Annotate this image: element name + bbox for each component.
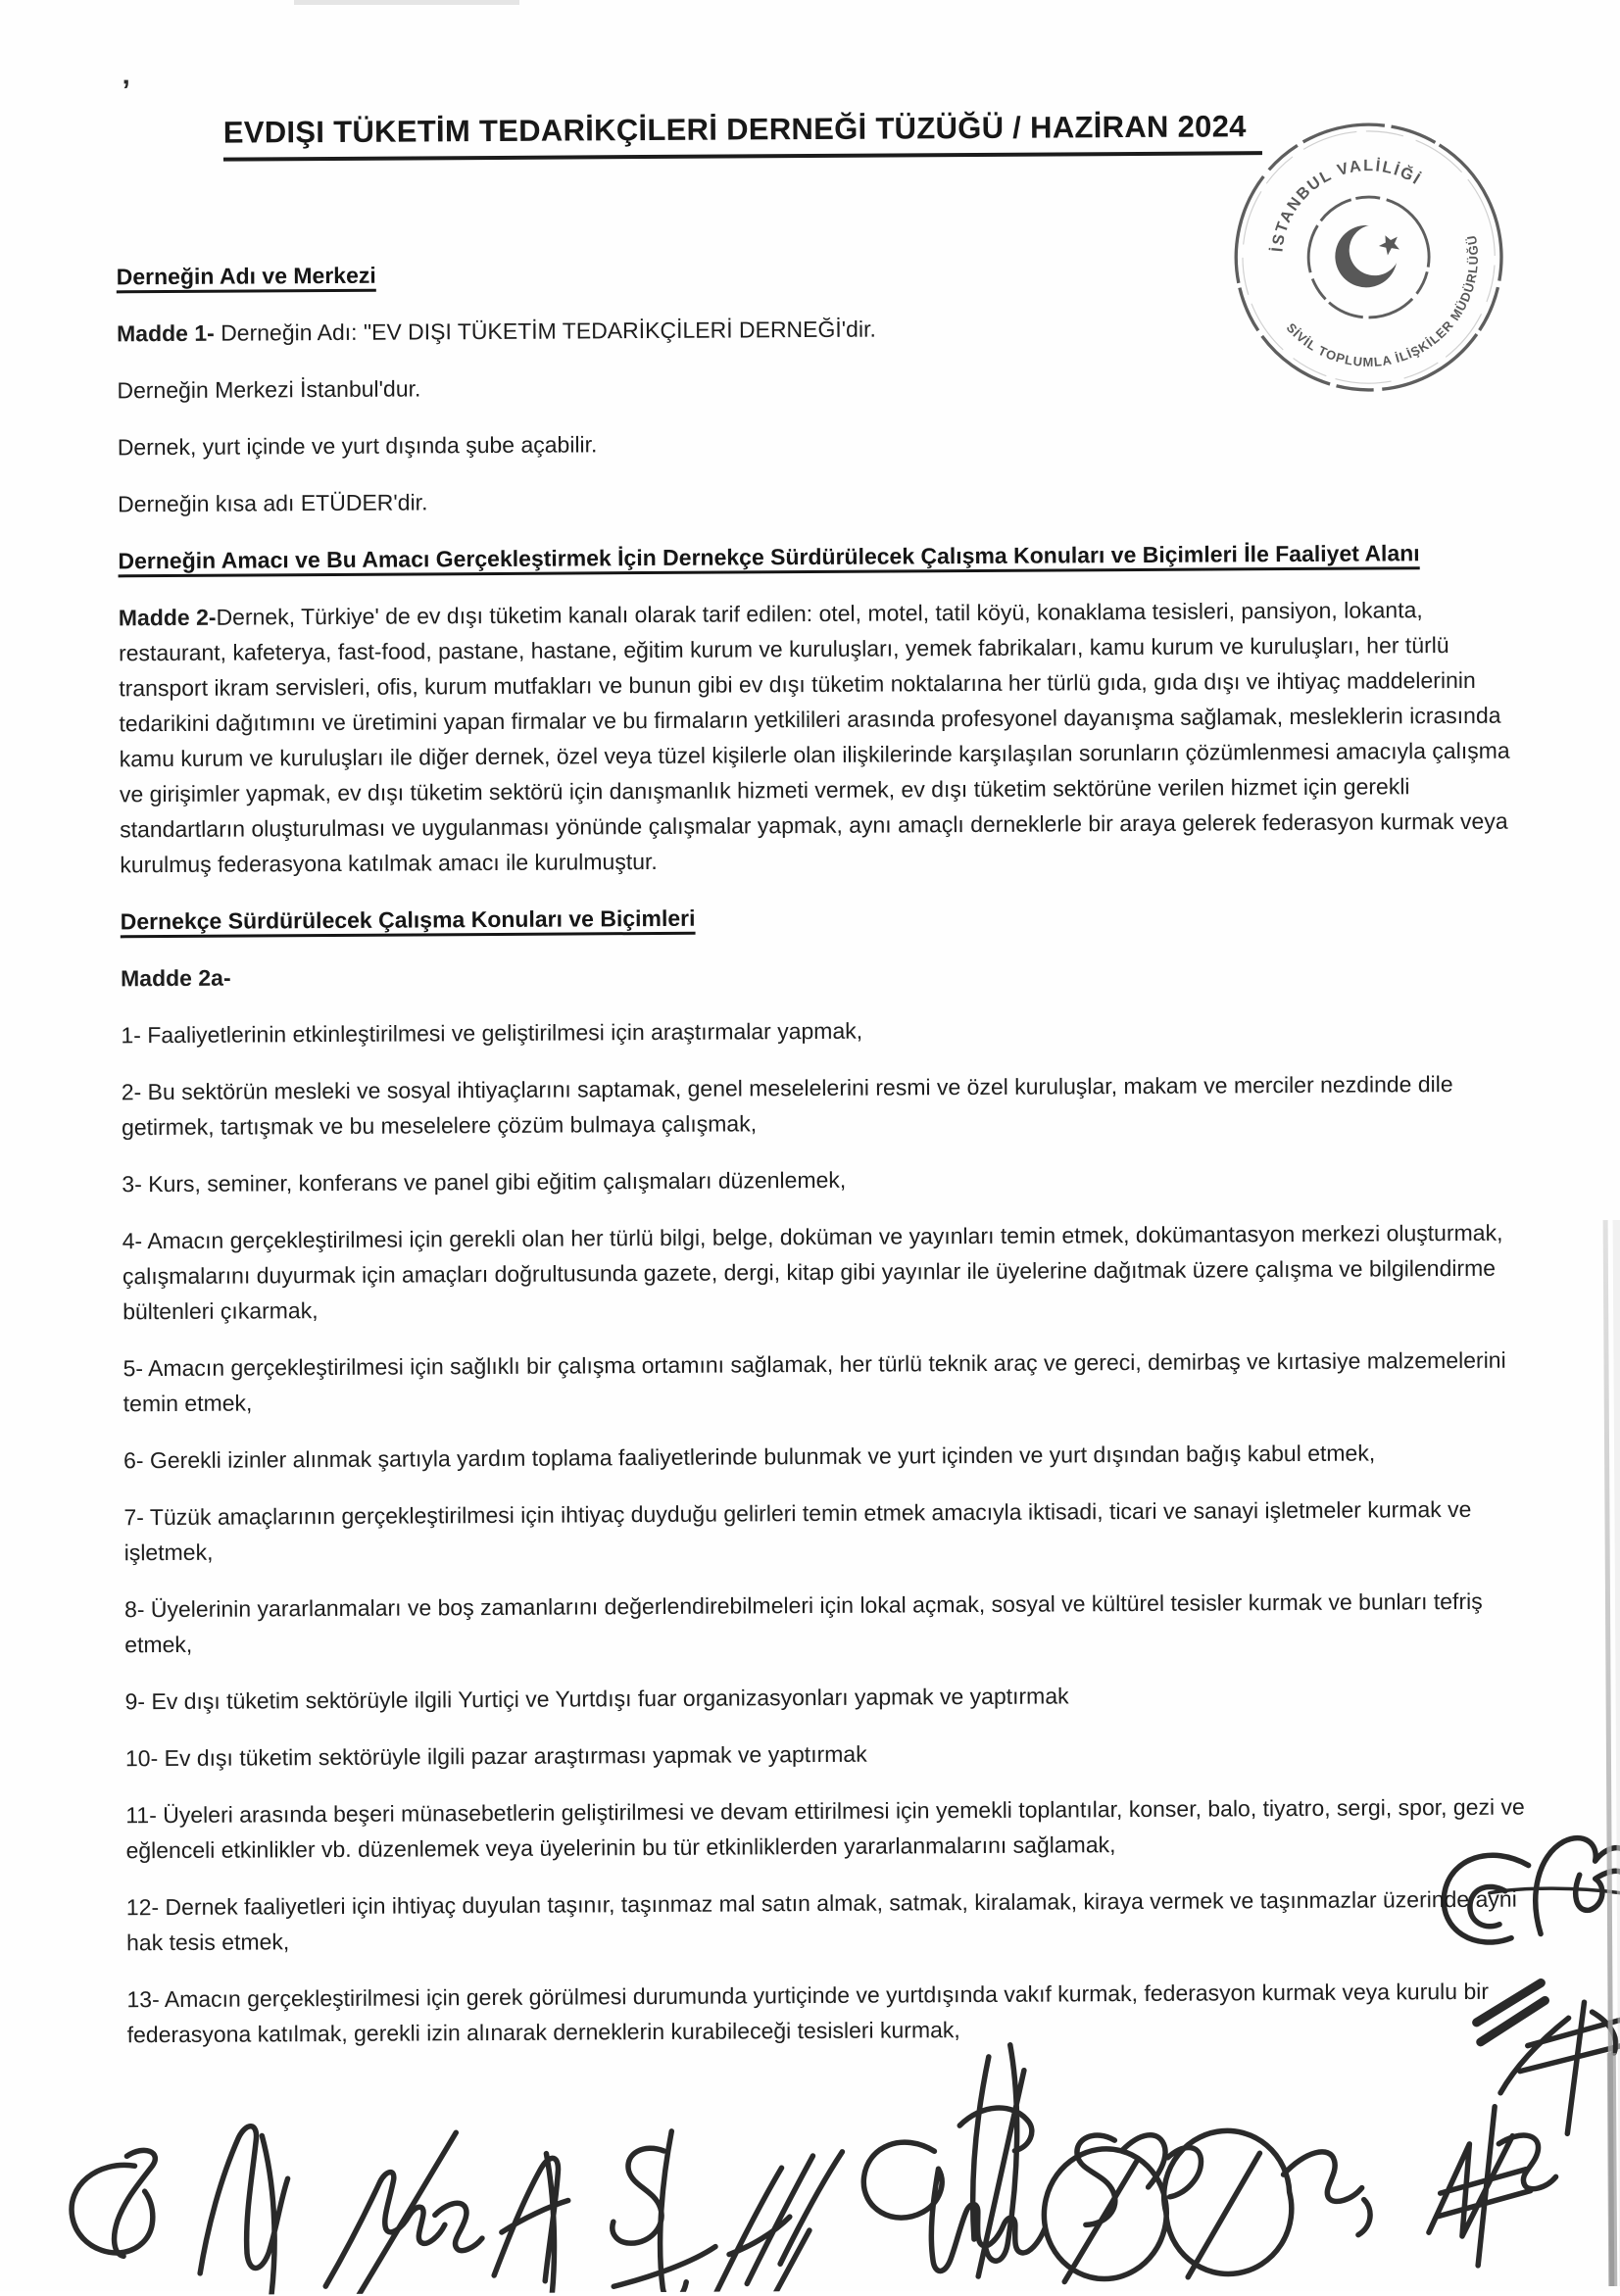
list-item-2: 2- Bu sektörün mesleki ve sosyal ihtiyaçlarını saptamak, genel meselelerini resmi ve özel kuruluşlar, makam ve merciler nezdinde dile getirmek, tartışmak ve bu meselelere çözüm bulmaya çalışmak,: [121, 1071, 1453, 1141]
scan-edge-line-light: [1613, 1220, 1620, 2286]
list-item-12: 12- Dernek faaliyetleri için ihtiyaç duyulan taşınır, taşınmaz mal satın almak, satmak, kiralamak, kiraya vermek ve taşınmazlar üzerinde ayni hak tesis etmek,: [125, 1885, 1517, 1956]
list-item-10: 10- Ev dışı tüketim sektörüyle ilgili pazar araştırması yapmak ve yaptırmak: [124, 1740, 867, 1772]
signature-4: [493, 2154, 568, 2296]
madde-1-label: Madde 1-: [116, 319, 215, 347]
stamp-outer-ring-textpath: SİVİL TOPLUMLA İLİŞKİLER MÜDÜRLÜĞÜ: [1283, 233, 1482, 369]
signature-2: [199, 2126, 288, 2296]
list-item-5: 5- Amacın gerçekleştirilmesi için sağlıklı bir çalışma ortamını sağlamak, her türlü teknik araç ve gereci, demirbaş ve kırtasiye malzemelerini temin etmek,: [123, 1346, 1506, 1417]
scan-edge-line: [1603, 1220, 1615, 2286]
paragraph-sube: Dernek, yurt içinde ve yurt dışında şube açabilir.: [117, 431, 598, 461]
signature-7: [863, 2141, 1045, 2272]
signature-1: [72, 2150, 156, 2256]
document-title: EVDIŞI TÜKETİM TEDARİKÇİLERİ DERNEĞİ TÜZÜĞÜ / HAZİRAN 2024: [223, 109, 1262, 161]
signature-9: [1044, 2130, 1371, 2282]
stray-pen-mark: ’: [122, 74, 130, 108]
section-heading-name-merkez: Derneğin Adı ve Merkezi: [116, 262, 376, 290]
list-item-8: 8- Üyelerinin yararlanmaları ve boş zamanlarını değerlendirebilmeleri için lokal açmak, sosyal ve kültürel tesisler kurmak ve bunları tefriş etmek,: [123, 1588, 1483, 1658]
madde-2-label: Madde 2-: [118, 604, 217, 631]
official-stamp: [1227, 116, 1511, 400]
signature-6: [712, 2152, 843, 2296]
margin-paraph-curl: [1535, 1837, 1620, 1933]
list-item-7: 7- Tüzük amaçlarının gerçekleştirilmesi için ihtiyaç duyduğu gelirleri temin etmek amacıyla iktisadi, ticari ve sanayi işletmeler kurmak ve işletmek,: [123, 1495, 1472, 1566]
section-heading-amac: Derneğin Amacı ve Bu Amacı Gerçekleştirmek İçin Dernekçe Sürdürülecek Çalışma Konuları ve Biçimleri İle Faaliyet Alanı: [118, 540, 1420, 574]
list-item-6: 6- Gerekli izinler alınmak şartıyla yardım toplama faaliyetlerinde bulunmak ve yurt içinden ve yurt dışından bağış kabul etmek,: [123, 1440, 1376, 1474]
stamp-inner-ring-text: [1247, 128, 1429, 259]
list-item-4: 4- Amacın gerçekleştirilmesi için gerekli olan her türlü bilgi, belge, doküman ve yayınları temin etmek, dokümantasyon merkezi oluşturmak, çalışmalarını duyurmak için amaçları doğrultusunda gazete, dergi, kitap gibi yayınlar ile üyelerine dağıtmak üzere çalışma ve bilgilendirme bültenleri çıkarmak,: [122, 1219, 1503, 1325]
madde-1-text: Derneğin Adı: "EV DIŞI TÜKETİM TEDARİKÇİLERİ DERNEĞİ'dir.: [214, 316, 876, 346]
signature-3: [324, 2132, 482, 2296]
list-item-3: 3- Kurs, seminer, konferans ve panel gibi eğitim çalışmaları düzenlemek,: [122, 1166, 847, 1197]
list-item-9: 9- Ev dışı tüketim sektörüyle ilgili Yurtiçi ve Yurtdışı fuar organizasyonları yapmak ve yaptırmak: [124, 1683, 1069, 1715]
madde-2-paragraph: [119, 592, 1528, 883]
madde-2-text: Dernek, Türkiye' de ev dışı tüketim kanalı olarak tarif edilen: otel, motel, tatil köyü, konaklama tesisleri, pansiyon, lokanta, restaurant, kafeterya, fast-food, pastane, hastane, eğitim kurum ve kuruluşları, yemek fabrikaları, kamu kurum ve kuruluşları, her türlü transport ikram servisleri, ofis, kurum mutfakları ve bunun gibi ev dışı tüketim noktalarına her türlü gıda, gıda dışı ve ihtiyaç maddelerinin tedarikini dağıtımını ve üretimini yapan firmalar ve bu firmaların yetkilileri arasında profesyonel dayanışma sağlamak, mesleklerin icrasında kamu kurum ve kuruluşları ile diğer dernek, özel veya tüzel kişilerle olan ilişkilerinde karşılaşılan sorunların çözümlenmesi amacıyla çalışma ve girişimler yapmak, ev dışı tüketim sektörü için danışmanlık hizmeti vermek, ev dışı tüketim sektörüne verilen hizmet için gerekli standartların oluşturulması ve uygulanması yönünde çalışmalar yapmak, aynı amaçlı derneklerle bir araya gelerek federasyon kurmak veya kurulmuş federasyona katılmak amacı ile kurulmuştur.: [118, 597, 1510, 878]
scan-edge-line-dark: [1607, 2053, 1617, 2286]
document-body: [117, 251, 1535, 2075]
list-item-1: 1- Faaliyetlerinin etkinleştirilmesi ve geliştirilmesi için araştırmalar yapmak,: [121, 1017, 863, 1049]
list-item-13: 13- Amacın gerçekleştirilmesi için gerek görülmesi durumunda yurtiçinde ve yurtdışında vakıf kurmak, federasyon kurmak veya kurulu bir federasyona katılmak, gerekli izin alınarak derneklerin kurabileceği tesisleri kurmak,: [126, 1978, 1490, 2048]
madde-2a-label: Madde 2a-: [121, 964, 231, 992]
list-item-11: 11- Üyeleri arasında beşeri münasebetlerin geliştirilmesi ve devam ettirilmesi için yemekli toplantılar, konser, balo, tiyatro, sergi, spor, gezi ve eğlenceli etkinlikler vb. düzenlemek veya üyelerinin bu tür etkinliklerden yararlanmalarını sağlamak,: [125, 1793, 1525, 1864]
signature-10: [1428, 2106, 1556, 2266]
section-heading-calisma: Dernekçe Sürdürülecek Çalışma Konuları ve Biçimleri: [120, 904, 696, 935]
signature-5: [612, 2131, 715, 2296]
scan-artifact-top: [294, 0, 519, 5]
paragraph-kisa-ad: Derneğin kısa adı ETÜDER'dir.: [118, 489, 428, 517]
signature-8: [959, 2045, 1033, 2276]
paragraph-merkez: Derneğin Merkezi İstanbul'dur.: [117, 375, 421, 404]
stamp-inner-ring-textpath: İSTANBUL VALİLİĞİ: [1268, 157, 1425, 253]
